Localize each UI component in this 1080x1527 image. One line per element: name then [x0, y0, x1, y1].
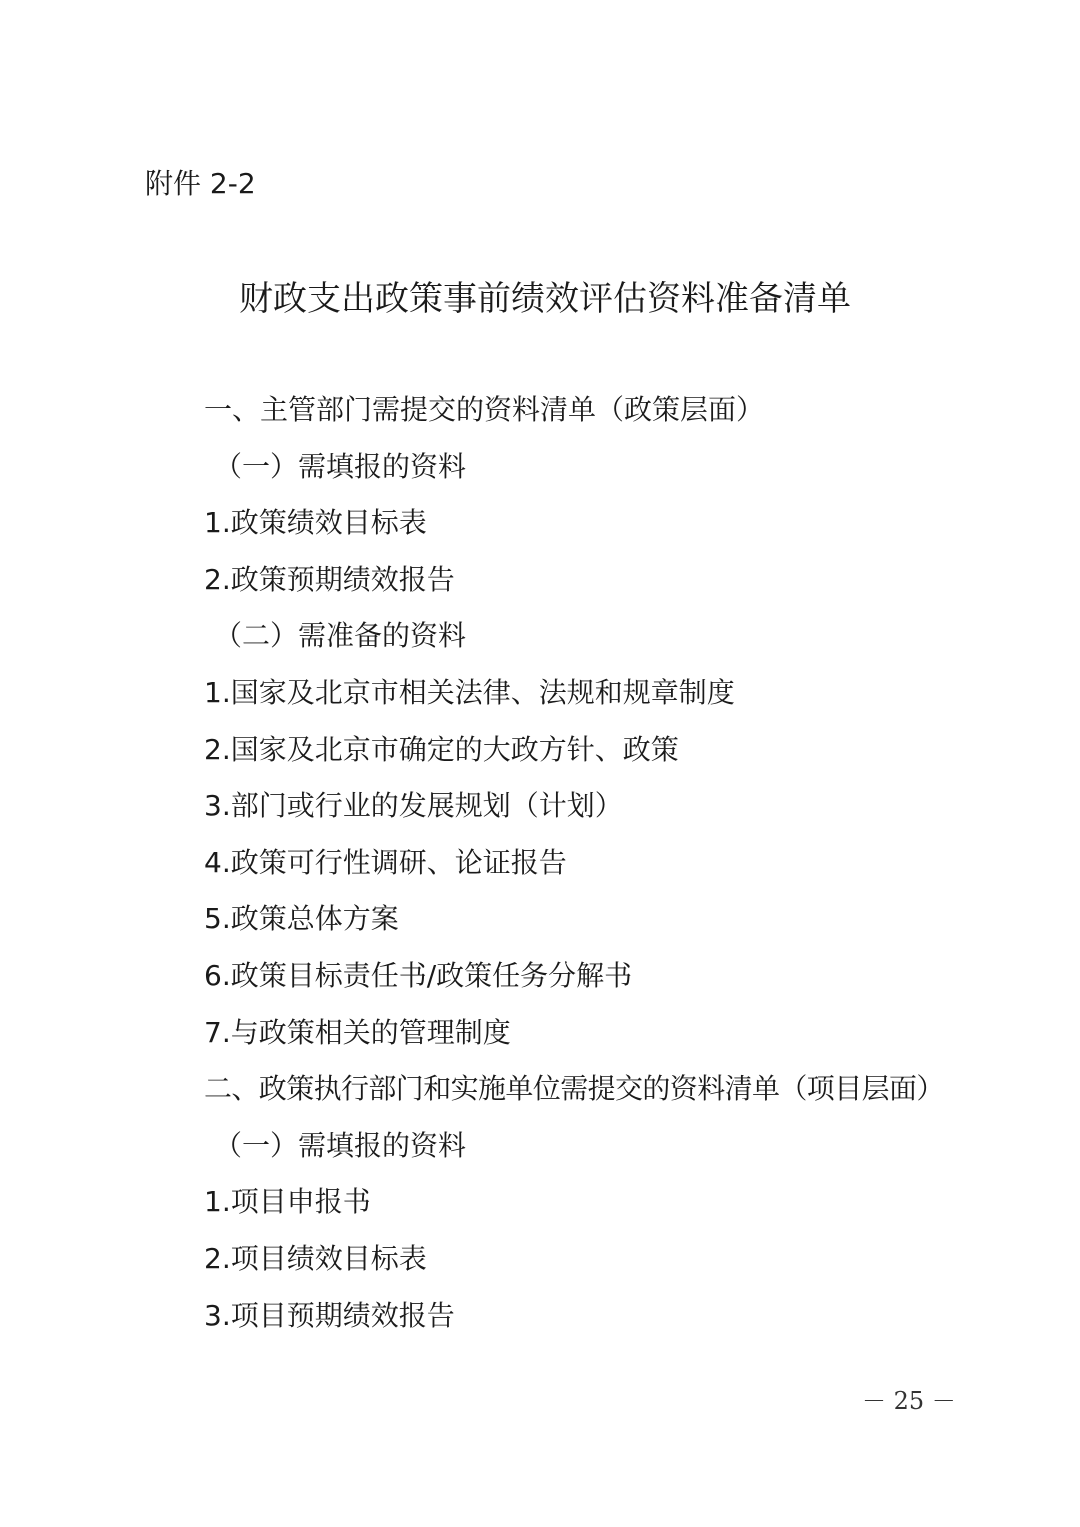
list-item: 1.项目申报书	[204, 1185, 371, 1219]
list-item: 2.国家及北京市确定的大政方针、政策	[204, 732, 679, 766]
section-heading-2: 二、政策执行部门和实施单位需提交的资料清单（项目层面）	[204, 1072, 944, 1106]
list-item: 3.部门或行业的发展规划（计划）	[204, 789, 623, 823]
subsection-heading: （一）需填报的资料	[214, 449, 467, 483]
list-item: 3.项目预期绩效报告	[204, 1298, 455, 1332]
subsection-heading: （二）需准备的资料	[214, 619, 467, 653]
list-item: 7.与政策相关的管理制度	[204, 1015, 511, 1049]
list-item: 1.政策绩效目标表	[204, 506, 427, 540]
subsection-heading: （一）需填报的资料	[214, 1128, 467, 1162]
checklist	[0, 390, 1080, 1352]
list-item: 5.政策总体方案	[204, 902, 399, 936]
list-item: 4.政策可行性调研、论证报告	[204, 845, 567, 879]
list-item: 1.国家及北京市相关法律、法规和规章制度	[204, 675, 735, 709]
list-item: 2.政策预期绩效报告	[204, 562, 455, 596]
document-title: 财政支出政策事前绩效评估资料准备清单	[239, 279, 851, 319]
page-number: － 25 －	[862, 1387, 956, 1415]
list-item: 6.政策目标责任书/政策任务分解书	[204, 958, 633, 992]
section-heading-1: 一、主管部门需提交的资料清单（政策层面）	[204, 393, 765, 426]
list-item: 2.项目绩效目标表	[204, 1241, 427, 1275]
attachment-label: 附件 2-2	[145, 167, 256, 200]
